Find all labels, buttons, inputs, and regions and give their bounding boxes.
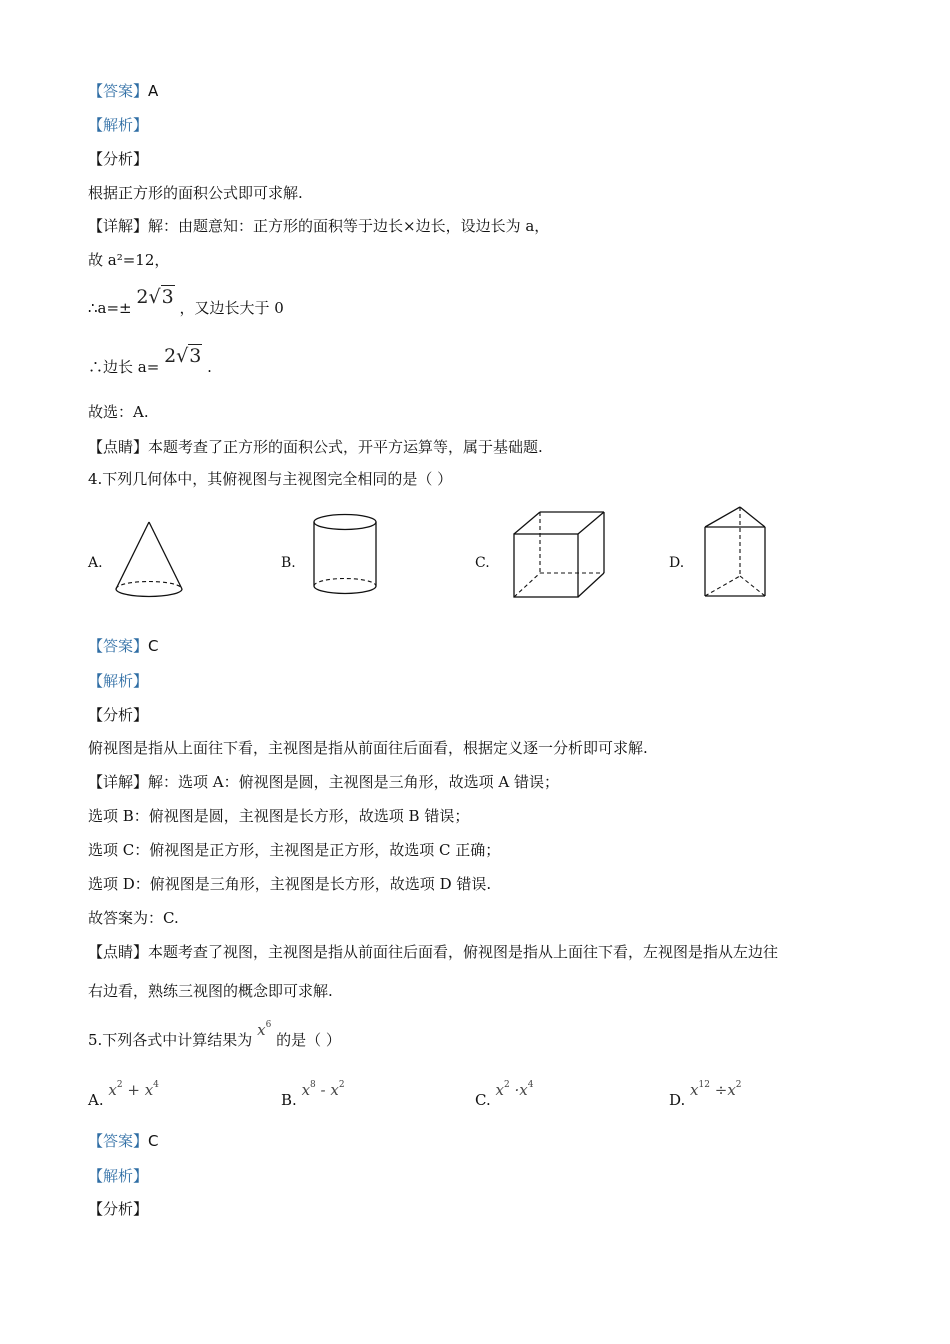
expr-exp: 2	[735, 1080, 742, 1090]
xiangjie-tag: 【详解】	[88, 773, 149, 791]
q5-fenxi-tag-line	[88, 1199, 148, 1219]
q4-detail-3: 选项 C：俯视图是正方形，主视图是正方形，故选项 C 正确；	[88, 841, 501, 859]
expr-var: x	[301, 1081, 311, 1099]
q5-stem-expr	[257, 1021, 271, 1039]
expr-var: x	[519, 1081, 528, 1099]
q3-answer-line	[88, 81, 158, 101]
q5-stem	[88, 1020, 341, 1050]
expr-exp: 2	[338, 1080, 345, 1090]
expr-exp: 4	[153, 1080, 159, 1090]
q5-stem-var: x	[257, 1021, 266, 1039]
q5-option-c	[475, 1080, 534, 1110]
q5-option-expr	[690, 1081, 741, 1099]
q5-option-expr	[302, 1081, 345, 1099]
q4-detail-2: 选项 B：俯视图是圆，主视图是长方形，故选项 B 错误；	[88, 807, 470, 825]
q5-analysis-line	[88, 1166, 148, 1186]
fenxi-tag: 【分析】	[88, 706, 149, 724]
analysis-tag: 【解析】	[88, 1167, 149, 1185]
radical-sign: √	[176, 345, 189, 367]
q4-dianjing-1	[88, 942, 778, 962]
expr-exp: 8	[310, 1080, 316, 1090]
q4-detail-1	[88, 772, 559, 792]
cylinder-figure	[307, 510, 383, 600]
radical-value: 3	[189, 345, 202, 367]
q4-analysis-line	[88, 671, 148, 691]
expr-var: x	[690, 1081, 699, 1099]
radical-2sqrt3	[136, 286, 174, 308]
q3-fenxi-text: 根据正方形的面积公式即可求解.	[88, 184, 303, 202]
q3-fenxi-tag-line	[88, 149, 148, 169]
expr-var: x	[330, 1081, 339, 1099]
q3-analysis-line	[88, 115, 148, 135]
expr-op: ·	[509, 1081, 520, 1099]
expr-exp: 4	[527, 1080, 534, 1090]
q5-option-b	[281, 1080, 345, 1110]
q3-detail-4-pre: ∴边长 a=	[88, 358, 160, 376]
fenxi-tag: 【分析】	[88, 150, 149, 168]
q3-detail-4	[88, 345, 212, 377]
radical-sign: √	[148, 286, 161, 308]
expr-exp: 2	[116, 1080, 123, 1090]
answer-value: C	[148, 1132, 159, 1150]
radical-2sqrt3-b	[164, 345, 202, 367]
analysis-tag: 【解析】	[88, 672, 149, 690]
answer-tag: 【答案】	[88, 82, 149, 100]
q4-stem: 4.下列几何体中，其俯视图与主视图完全相同的是（ ）	[88, 470, 453, 488]
expr-op: ÷	[709, 1081, 728, 1099]
expr-var: x	[727, 1081, 736, 1099]
answer-tag: 【答案】	[88, 1132, 149, 1150]
q4-answer-line	[88, 636, 159, 656]
fenxi-tag: 【分析】	[88, 1200, 149, 1218]
q3-detail-4-post: .	[207, 358, 212, 376]
prism-figure	[697, 502, 771, 602]
cone-figure	[108, 518, 194, 600]
q4-option-a-label: A.	[88, 555, 103, 571]
q5-option-d	[669, 1080, 742, 1110]
q4-fenxi-text: 俯视图是指从上面往下看，主视图是指从前面往后面看，根据定义逐一分析即可求解.	[88, 739, 648, 757]
answer-value: C	[148, 637, 159, 655]
q5-option-label: D.	[669, 1091, 686, 1109]
q3-detail-3-pre: ∴a=±	[88, 299, 132, 317]
q4-fenxi-tag-line	[88, 705, 148, 725]
q4-dianjing-text-1: 本题考查了视图，主视图是指从前面往后面看，俯视图是指从上面往下看，左视图是指从左边往	[148, 943, 779, 961]
q5-stem-pre: 5.下列各式中计算结果为	[88, 1031, 253, 1049]
radical-coef: 2	[164, 345, 177, 367]
analysis-tag: 【解析】	[88, 116, 149, 134]
expr-op: -	[315, 1081, 331, 1099]
q5-option-expr	[496, 1081, 534, 1099]
q3-detail-1-text: 解：由题意知：正方形的面积等于边长×边长，设边长为 a，	[148, 217, 550, 235]
q5-option-label: A.	[88, 1091, 104, 1109]
expr-op: +	[122, 1081, 145, 1099]
dianjing-tag: 【点睛】	[88, 943, 149, 961]
answer-value: A	[148, 82, 159, 100]
answer-tag: 【答案】	[88, 637, 149, 655]
radical-value: 3	[161, 286, 174, 308]
q3-detail-2: 故 a²=12，	[88, 251, 170, 269]
q4-choose: 故答案为：C.	[88, 909, 179, 927]
q5-option-label: B.	[281, 1091, 297, 1109]
expr-var: x	[108, 1081, 117, 1099]
q4-dianjing-2: 右边看，熟练三视图的概念即可求解.	[88, 982, 333, 1000]
expr-var: x	[495, 1081, 504, 1099]
q3-detail-3	[88, 286, 284, 318]
q4-option-b-label: B.	[281, 555, 296, 571]
q3-detail-3-post: ，又边长大于 0	[179, 299, 284, 317]
cube-figure	[508, 507, 612, 603]
xiangjie-tag: 【详解】	[88, 217, 149, 235]
expr-exp: 2	[503, 1080, 510, 1090]
q5-stem-post: 的是（ ）	[276, 1031, 341, 1049]
q3-detail-1	[88, 216, 549, 236]
q5-option-expr	[108, 1081, 159, 1099]
q4-detail-1-text: 解：选项 A：俯视图是圆，主视图是三角形，故选项 A 错误；	[148, 773, 559, 791]
radical-coef: 2	[136, 286, 149, 308]
q5-answer-line	[88, 1131, 159, 1151]
q4-option-c-label: C.	[475, 555, 490, 571]
q3-dianjing-text: 本题考查了正方形的面积公式，开平方运算等，属于基础题.	[148, 438, 543, 456]
dianjing-tag: 【点睛】	[88, 438, 149, 456]
q4-detail-4: 选项 D：俯视图是三角形，主视图是长方形，故选项 D 错误.	[88, 875, 492, 893]
q3-choose: 故选：A.	[88, 403, 149, 421]
q3-dianjing	[88, 437, 543, 457]
expr-exp: 12	[698, 1080, 710, 1090]
q5-option-label: C.	[475, 1091, 491, 1109]
q5-option-a	[88, 1080, 159, 1110]
expr-var: x	[144, 1081, 154, 1099]
q4-option-d-label: D.	[669, 555, 685, 571]
q5-stem-exp: 6	[265, 1020, 272, 1030]
